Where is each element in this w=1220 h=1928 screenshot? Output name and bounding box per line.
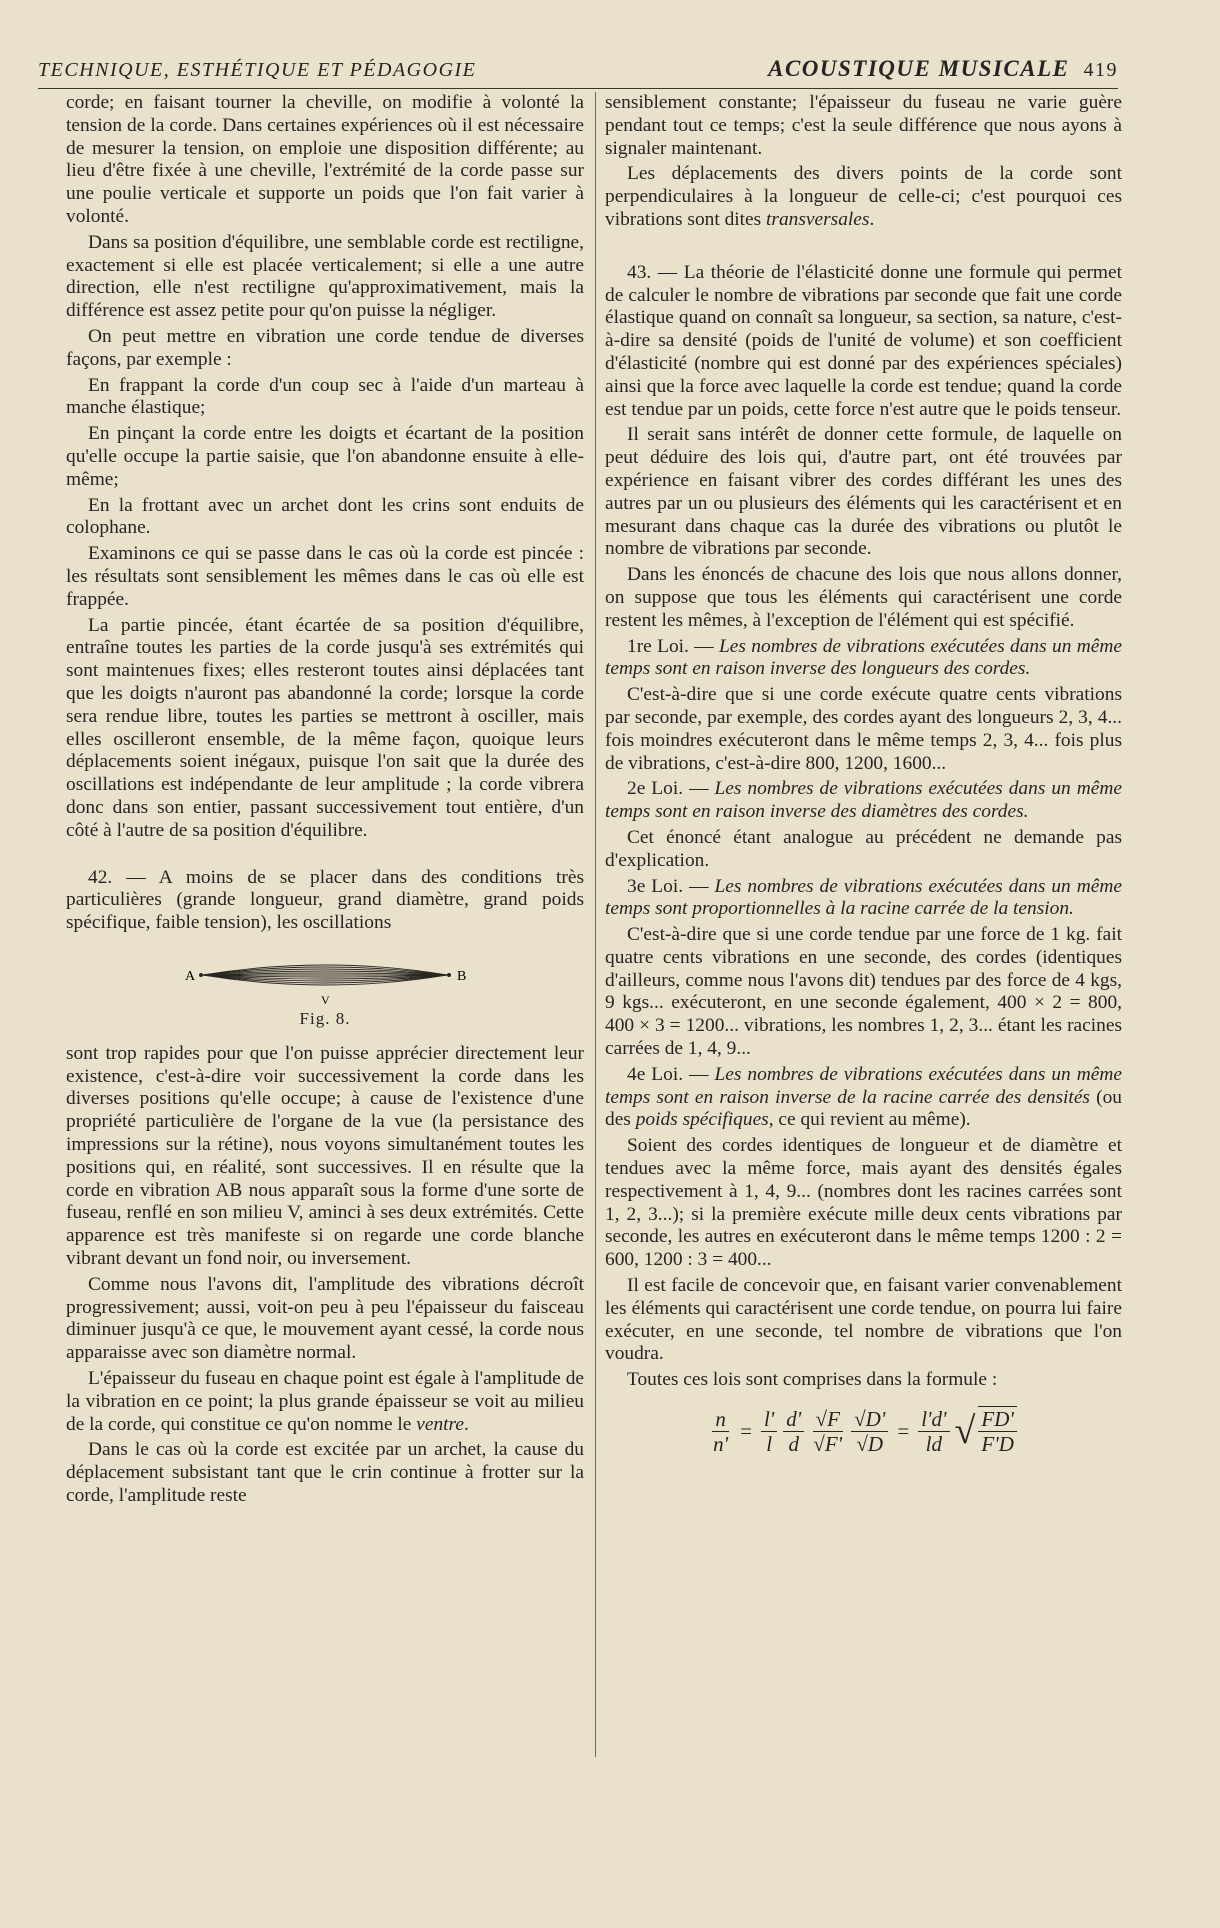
equals-sign: = [897,1418,910,1443]
column-divider [595,92,596,1757]
header-right [768,56,1118,82]
fraction [761,1407,777,1456]
paragraph: sensiblement constante; l'épaisseur du fuseau ne varie guère pendant tout ce temps; c'est la seule différence que nous ayons à signaler maintenant. [605,92,1122,159]
denominator: ld [925,1431,943,1456]
italic-term-poids-specifiques: poids spécifiques, [635,1109,774,1131]
law-4 [605,1064,1122,1132]
fraction [851,1407,888,1456]
paragraph: En la frottant avec un archet dont les crins sont enduits de colophane. [66,494,584,539]
denominator: √D [856,1431,884,1456]
paragraph: sont trop rapides pour que l'on puisse apprécier directement leur existence, c'est-à-dire voir successivement la corde dans les diverses positions qu'elle occupe; à cause de l'existence d'une propriété particulière de l'organe de la vue (la persistance des impressions sur la rétine), nous voyons simultanément toutes les positions qui, en réalité, sont successives. Il en résulte que la corde en vibration AB nous apparaît sous la forme d'une sorte de fuseau, renflé en son milieu V, aminci à ses deux extrémités. Cette apparence est très manifeste si on regarde une corde blanche vibrant devant un fond noir, ou inversement. [66,1042,584,1270]
vibrating-string-diagram [175,948,475,1006]
law-statement: Les nombres de vibrations exécutées dans un même temps sont en raison inverse de la racine carrée des densités [605,1063,1122,1108]
page-number: 419 [1083,59,1118,81]
numerator: d' [783,1407,804,1432]
text-run: L'épaisseur du fuseau en chaque point est égale à l'amplitude de la vibration en ce point; la plus grande épaisseur se voit au milieu de la corde, qui constitue ce qu'on nomme le [66,1368,584,1435]
numerator: n [712,1407,729,1432]
figure-label-b: B [457,969,467,985]
section-42-paragraph: 42. — A moins de se placer dans des conditions très particulières (grande longueur, grand diamètre, grand poids spécifique, faible tension), les oscillations [66,866,584,934]
paragraph: Soient des cordes identiques de longueur et de diamètre et tendues avec la même force, mais ayant des densités égales respectivement à 1, 4, 9... (nombres dont les racines carrées sont 1, 2, 3...); si la première exécute mille deux cents vibrations par seconde, les autres en exécuteront dans le même temps 1200 : 2 = 600, 1200 : 3 = 400... [605,1135,1122,1271]
header-right-title: ACOUSTIQUE MUSICALE [768,56,1070,81]
paragraph: Dans le cas où la corde est excitée par un archet, la cause du déplacement subsistant tant que le crin continue à frotter sur la corde, l'amplitude reste [66,1439,584,1507]
paragraph [66,1368,584,1436]
law-2 [605,778,1122,824]
denominator: F'D [981,1432,1014,1457]
denominator: d [788,1431,800,1456]
paragraph: Cet énoncé étant analogue au précédent ne demande pas d'explication. [605,826,1122,871]
numerator: l'd' [918,1407,949,1432]
denominator: √F' [813,1431,843,1456]
paragraph: Il est facile de concevoir que, en faisant varier convenablement les éléments qui caractérisent une corde tendue, on pourra lui faire exécuter, en une seconde, tel nombre de vibrations que l'on voudra. [605,1275,1122,1365]
law-3 [605,876,1122,922]
figure-vibrating-string [66,941,584,1039]
paragraph [605,163,1122,231]
spindle-shape [199,965,451,985]
equals-sign: = [740,1418,752,1443]
header-left-title: TECHNIQUE, ESTHÉTIQUE ET PÉDAGOGIE [38,59,477,81]
paragraph: Dans les énoncés de chacune des lois que nous allons donner, on suppose que tous les éléments qui caractérisent une corde restent les mêmes, à l'exception de l'élément qui est spécifié. [605,564,1122,631]
paragraph: Toutes ces lois sont comprises dans la formule : [627,1369,998,1391]
italic-term-ventre: ventre [416,1413,464,1435]
law-label: 3e Loi. — [627,875,715,897]
figure-caption: Fig. 8. [299,1009,351,1029]
paragraph: Il serait sans intérêt de donner cette formule, de laquelle on peut déduire des lois qui, d'autre part, ont été trouvées par expérience en faisant vibrer des cordes différant les unes des autres par un ou plusieurs des éléments qui les caractérisent et en mesurant dans chaque cas la durée des vibrations ou plutôt le nombre de vibrations par seconde. [605,424,1122,560]
section-43-paragraph: 43. — La théorie de l'élasticité donne une formule qui permet de calculer le nombre de vibrations par seconde que fait une corde élastique quand on connaît sa longueur, sa section, sa nature, c'est-à-dire sa densité (poids de l'unité de volume) et son coefficient d'élasticité (nombre qui est donné par des expériences spéciales) ainsi que la force avec laquelle la corde est tendue; quand la corde est tendue par un poids, cette force n'est autre que le poids tenseur. [605,261,1122,420]
law-label: 2e Loi. — [627,778,715,800]
paragraph: corde; en faisant tourner la cheville, on modifie à volonté la tension de la corde. Dans certaines expériences où il est nécessaire de mesurer la tension, on emploie une disposition différente; au lieu d'être fixée à une cheville, l'extrémité de la corde passe sur une poulie verticale et supporte un poids que l'on fait varier à volonté. [66,92,584,227]
paragraph: En frappant la corde d'un coup sec à l'aide d'un marteau à manche élastique; [66,374,584,419]
left-column [66,92,584,1511]
right-column [605,92,1122,1456]
numerator: √F [813,1407,843,1432]
vibration-formula [605,1406,1122,1456]
fraction [783,1407,804,1456]
law-1 [605,636,1122,682]
paragraph: C'est-à-dire que si une corde exécute quatre cents vibrations par seconde, par exemple, des cordes ayant des longueurs 2, 3, 4... fois moindres exécuteront dans le même temps 2, 3, 4... fois plus de vibrations, c'est-à-dire 800, 1200, 1600... [605,684,1122,774]
fraction-under-root [978,1406,1016,1456]
text-run: Les déplacements des divers points de la corde sont perpendiculaires à la longueur de celle-ci; c'est pourquoi ces vibrations sont dites [605,163,1122,230]
endpoint-a-dot [199,973,203,977]
numerator: l' [761,1407,777,1432]
text-run: ce qui revient au même). [773,1109,971,1131]
figure-label-a: A [185,969,196,985]
header-rule [38,88,1118,89]
paragraph: C'est-à-dire que si une corde tendue par une force de 1 kg. fait quatre cents vibrations en une seconde, des cordes (identiques d'ailleurs, comme nous l'avons dit) tendues par des force de 4 kgs, 9 kgs... exécuteront, en une seconde également, 400 × 2 = 800, 400 × 3 = 1200... vibrations, les nombres 1, 2, 3... étant les racines carrées de 1, 4, 9... [605,924,1122,1060]
paragraph: Comme nous l'avons dit, l'amplitude des vibrations décroît progressivement; aussi, voit-on peu à peu l'épaisseur du faisceau diminuer jusqu'à ce que, le mouvement ayant cessé, la corde nous apparaisse avec son diamètre normal. [66,1273,584,1364]
fraction [710,1407,731,1456]
paragraph: La partie pincée, étant écartée de sa position d'équilibre, entraîne toutes les parties de la corde jusqu'à ses extrémités qui sont maintenues fixes; elles resteront toutes ainsi déplacées tant que les doigts n'auront pas abandonné la corde; lorsque la corde sera rendue libre, toutes les parties se mettront à osciller, mais elles oscilleront ensemble, de la même façon, quoique leurs déplacements soient inégaux, puisque l'on sait que la durée des oscillations est indépendante de leur amplitude ; la corde vibrera donc dans son entier, passant successivement tout entière, d'un côté à l'autre de sa position d'équilibre. [66,614,584,841]
running-header [38,56,1118,82]
law-statement: Les nombres de vibrations exécutées dans un même temps sont en raison inverse des longueurs des cordes. [605,635,1122,680]
text-run: . [869,208,875,230]
law-statement: Les nombres de vibrations exécutées dans un même temps sont en raison inverse des diamètres des cordes. [605,778,1122,823]
italic-term-transversales: transversales [766,208,870,230]
fraction [918,1407,949,1456]
text-run: . [464,1413,469,1435]
law-statement: Les nombres de vibrations exécutées dans un même temps sont proportionnelles à la racine carrée de la tension. [605,875,1122,920]
numerator: FD' [978,1407,1016,1432]
text-run: (ou des [605,1086,1123,1131]
paragraph: Examinons ce qui se passe dans le cas où la corde est pincée : les résultats sont sensiblement les mêmes dans le cas où elle est frappée. [66,543,584,610]
paragraph: En pinçant la corde entre les doigts et écartant de la position qu'elle occupe la partie saisie, que l'on abandonne ensuite à elle-même; [66,423,584,490]
root-sign: √ [954,1409,976,1452]
law-label: 1re Loi. — [627,635,720,657]
paragraph: On peut mettre en vibration une corde tendue de diverses façons, par exemple : [66,325,584,370]
denominator: n' [713,1431,729,1456]
endpoint-b-dot [447,973,451,977]
law-label: 4e Loi. — [627,1063,715,1085]
paragraph: Dans sa position d'équilibre, une semblable corde est rectiligne, exactement si elle est placée verticalement; si elle a une autre direction, elle n'est rectiligne qu'approximativement, mais la différence est assez petite pour qu'on puisse la négliger. [66,231,584,322]
figure-label-v: V [321,993,330,1007]
fraction [810,1407,845,1456]
numerator: √D' [851,1407,888,1432]
denominator: l [766,1431,773,1456]
